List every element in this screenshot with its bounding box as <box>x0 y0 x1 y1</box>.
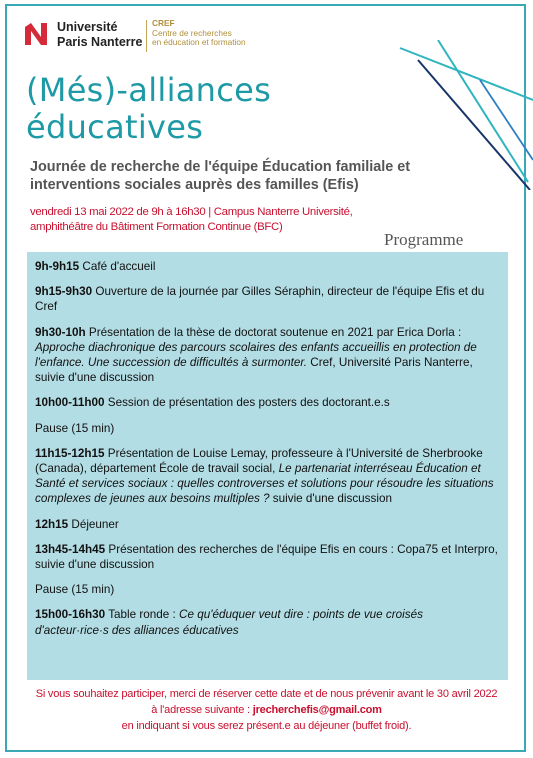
university-logo-icon <box>25 23 47 45</box>
university-logo <box>25 18 325 58</box>
program-item <box>35 517 498 532</box>
footer-line3: en indiquant si vous serez présent.e au déjeuner (buffet froid). <box>121 720 412 732</box>
program-item <box>35 421 498 436</box>
program-box <box>27 252 508 680</box>
date-line2: amphithéâtre du Bâtiment Formation Continue (BFC) <box>30 221 283 233</box>
program-item <box>35 395 498 410</box>
title-line1: (Més)-alliances <box>26 71 272 109</box>
university-name <box>57 20 142 50</box>
page-title <box>26 72 386 146</box>
program-item <box>35 259 498 274</box>
program-item <box>35 607 498 637</box>
program-time: 9h15-9h30 <box>35 285 93 299</box>
program-text: Pause (15 min) <box>35 421 115 435</box>
footer-line1: Si vous souhaitez participer, merci de réserver cette date et de nous prévenir avant le 30 avril 2022 <box>35 688 498 700</box>
program-text: Ouverture de la journée par Gilles Séraphin, directeur de l'équipe Efis et du Cref <box>35 285 485 314</box>
university-name-line2: Paris Nanterre <box>57 35 143 49</box>
program-italic-title: Le partenariat interréseau Éducation et Santé et services sociaux : quelles controverses et solutions pour résoudre les situations complexes de jeunes aux besoins multiples ? <box>35 462 494 506</box>
program-text: Déjeuner <box>68 517 119 531</box>
program-text: Session de présentation des posters des doctorant.e.s <box>104 396 390 410</box>
cref-line2: en éducation et formation <box>152 37 246 48</box>
program-time: 15h00-16h30 <box>35 608 106 622</box>
program-time: 11h15-12h15 <box>35 446 105 460</box>
program-item <box>35 325 498 386</box>
program-item <box>35 284 498 314</box>
registration-info <box>20 686 513 734</box>
program-text: Pause (15 min) <box>35 583 115 597</box>
program-tail: Cref, Université Paris Nanterre, suivie d'une discussion <box>35 356 473 385</box>
program-text: Café d'accueil <box>79 260 156 273</box>
subtitle-line2: interventions sociales auprès des familles (Efis) <box>30 177 359 193</box>
program-time: 9h-9h15 <box>35 260 80 273</box>
footer-line2 <box>20 702 513 718</box>
cref-title: CREF <box>152 18 175 28</box>
program-italic-title: Ce qu'éduquer veut dire : points de vue croisés d'acteur·rice·s des alliances éducatives <box>35 608 423 637</box>
program-item <box>35 542 498 572</box>
date-line1: vendredi 13 mai 2022 de 9h à 16h30 | Campus Nanterre Université, <box>30 206 353 218</box>
cref-line1: Centre de recherches <box>152 27 232 38</box>
title-line2: éducatives <box>26 108 204 146</box>
university-name-line1: Université <box>57 20 118 34</box>
program-time: 9h30-10h <box>35 325 86 339</box>
program-tail: suivie d'une discussion <box>269 492 392 506</box>
subtitle-line1: Journée de recherche de l'équipe Éducation familiale et <box>30 159 411 175</box>
cref-logo <box>152 19 246 48</box>
program-time: 10h00-11h00 <box>35 396 105 410</box>
program-item <box>35 582 498 597</box>
program-text: Présentation des recherches de l'équipe Efis en cours : Copa75 et Interpro, suivie d'une discussion <box>35 542 498 572</box>
program-text: Présentation de Louise Lemay, professeure à l'Université de Sherbrooke (Canada), département École de travail social, <box>35 446 483 476</box>
program-text: Table ronde : <box>105 608 180 622</box>
email-link[interactable]: jrecherchefis@gmail.com <box>252 704 382 716</box>
program-heading: Programme <box>384 230 464 249</box>
subtitle <box>30 158 510 194</box>
program-italic-title: Approche diachronique des parcours scolaires des enfants accueillis en protection de l'enfance. Une succession de difficultés à surmonter. <box>35 340 477 370</box>
program-time: 12h15 <box>35 517 69 531</box>
event-date-location <box>30 205 430 235</box>
program-time: 13h45-14h45 <box>35 542 106 556</box>
logo-separator <box>146 20 147 52</box>
program-item <box>35 446 498 507</box>
program-text: Présentation de la thèse de doctorat soutenue en 2021 par Erica Dorla : <box>85 325 462 339</box>
footer-line2-prefix: à l'adresse suivante : <box>151 704 253 716</box>
